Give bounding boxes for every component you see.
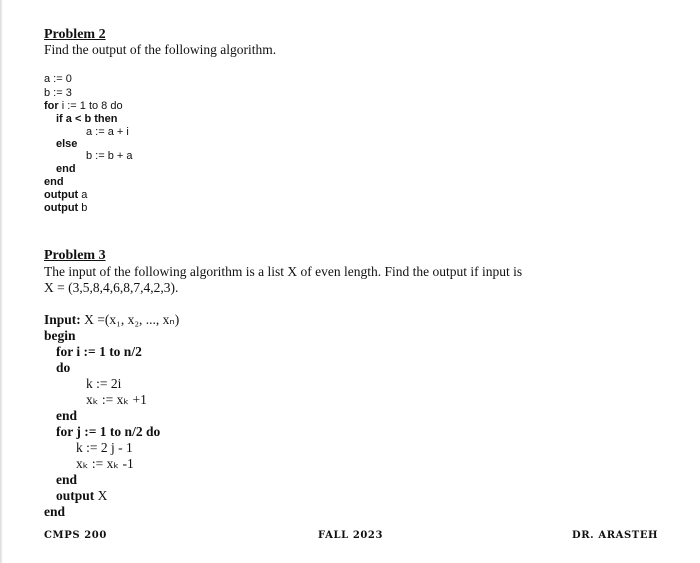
p3-code-line: end bbox=[56, 408, 78, 423]
p3-code-line: output X bbox=[56, 488, 108, 503]
page-edge-shadow bbox=[0, 0, 3, 563]
p2-code-line: if a < b then bbox=[56, 113, 118, 125]
footer-course: CMPS 200 bbox=[44, 530, 107, 541]
p2-code-line: a := 0 bbox=[44, 73, 72, 85]
problem-2-title: Problem 2 bbox=[44, 27, 106, 42]
footer-term: FALL 2023 bbox=[318, 530, 384, 541]
p3-code-line: k := 2 j - 1 bbox=[76, 440, 133, 455]
p2-code-line: for i := 1 to 8 do bbox=[44, 100, 123, 112]
p2-code-line: end bbox=[44, 176, 64, 188]
problem-3-title: Problem 3 bbox=[44, 248, 106, 263]
p2-code-line: b := b + a bbox=[86, 150, 133, 162]
p3-code-line: xₖ := xₖ +1 bbox=[86, 392, 147, 407]
p3-code-line: xₖ := xₖ -1 bbox=[76, 456, 134, 471]
p2-code-line: else bbox=[56, 138, 78, 150]
p3-code-line: k := 2i bbox=[86, 376, 122, 391]
p3-code-line: for j := 1 to n/2 do bbox=[56, 424, 161, 439]
footer-instructor: DR. ARASTEH bbox=[572, 530, 659, 541]
problem-3-prompt-line2: X = (3,5,8,4,6,8,7,4,2,3). bbox=[44, 280, 179, 295]
p3-code-line: end bbox=[56, 472, 78, 487]
problem-2-prompt: Find the output of the following algorithm. bbox=[44, 42, 277, 57]
p3-code-line: begin bbox=[44, 328, 76, 343]
problem-3-prompt-line1: The input of the following algorithm is a list X of even length. Find the output if input is bbox=[44, 264, 523, 279]
p2-code-line: output b bbox=[44, 202, 88, 214]
p3-code-line: do bbox=[56, 360, 71, 375]
p2-code-line: output a bbox=[44, 189, 88, 201]
p2-code-line: end bbox=[56, 163, 76, 175]
p3-code-line: for i := 1 to n/2 bbox=[56, 344, 142, 359]
p2-code-line: a := a + i bbox=[86, 126, 129, 138]
p2-code-line: b := 3 bbox=[44, 87, 72, 99]
p3-code-line: end bbox=[44, 504, 66, 519]
p3-code-line: Input: X =(x₁, x₂, ..., xₙ) bbox=[44, 312, 180, 327]
